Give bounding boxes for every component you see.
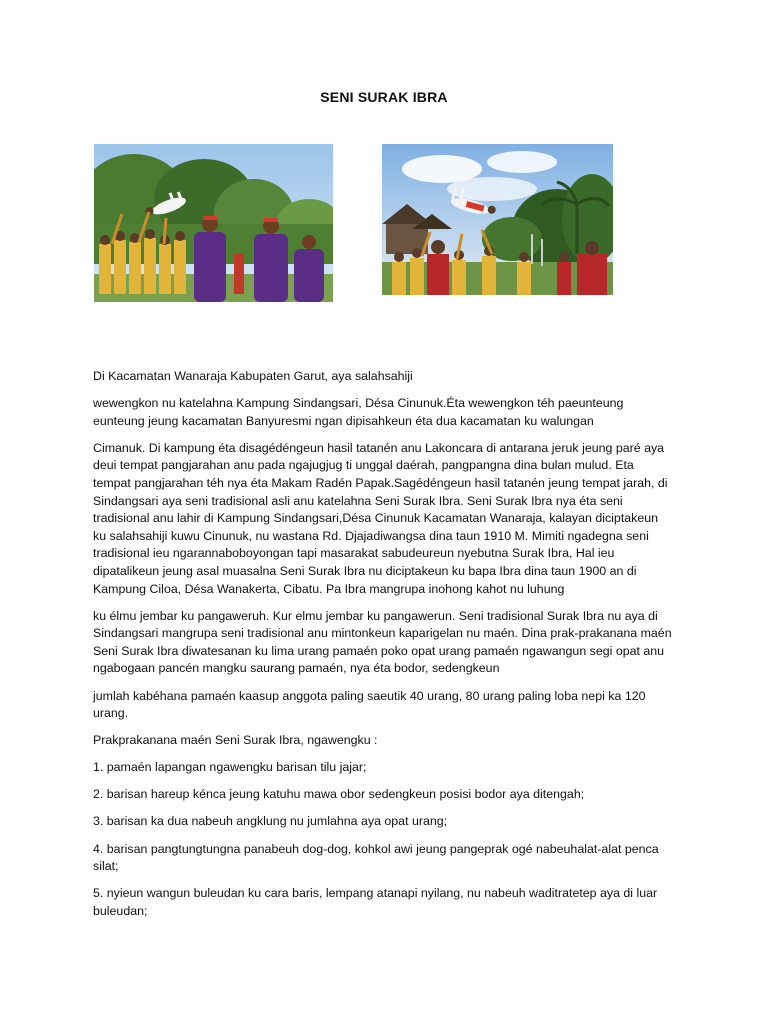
page-title: SENI SURAK IBRA [320,89,448,105]
paragraph: jumlah kabéhana pamaén kaasup anggota paling saeutik 40 urang, 80 urang paling loba nepi ka 120 urang. [93,688,646,721]
list-item: 2. barisan hareup kénca jeung katuhu mawa obor sedengkeun posisi bodor aya ditengah; [93,787,585,802]
paragraph: Prakprakanana maén Seni Surak Ibra, ngawengku : [93,733,378,748]
list-item: 5. nyieun wangun buleudan ku cara baris, lempang atanapi nyilang, nu nabeuh waditratetep aya di luar buleudan; [93,886,658,918]
paragraph: wewengkon nu katelahna Kampung Sindangsari, Désa Cinunuk.Éta wewengkon téh paeunteung eunteung jeung kacamatan Banyuresmi ngan dipisahkeun éta dua kacamatan ku walungan [93,396,624,428]
paragraph: Cimanuk. Di kampung éta disagédéngeun hasil tatanén anu Lakoncara di antarana jeruk jeung paré aya deui tempat pangjarahan anu pada ngajugjug ti unggal daérah, pangpangna dina bulan mulud. Eta tempat pangjarahan téh nya éta Makam Radén Papak.Sagédéngeun hasil tatanén jeung tempat jarah, di Sindangsari aya seni tradisional asli anu katelahna Seni Surak Ibra. Seni Surak Ibra nya éta seni tradisional anu lahir di Kampung Sindangsari,Désa Cinunuk Kacamatan Wanaraja, kalayan diciptakeun ku salahsahiji kuwu Cinunuk, nu wastana Rd. Djajadiwangsa dina taun 1910 M. Mimiti ngadegna seni tradisional ieu ngarannaboboyongan tapi masarakat sabudeureun nyebutna Surak Ibra, Hal ieu dipatalikeun jeung asal muasalna Seni Surak Ibra nu diciptakeun ku bapa Ibra dina taun 1900 an di Kampung Ciloa, Désa Wanakerta, Cibatu. Pa Ibra mangrupa inohong kahot nu luhung [93,440,668,596]
list-item: 1. pamaén lapangan ngawengku barisan tilu jajar; [93,760,367,775]
list-item: 3. barisan ka dua nabeuh angklung nu jumlahna aya opat urang; [93,814,448,829]
paragraph: ku élmu jembar ku pangaweruh. Kur elmu jembar ku pangawerun. Seni tradisional Surak Ibra nu aya di Sindangsari mangrupa seni tradisional anu mintonkeun kaparigelan nu maén. Dina prak-prakanana maén Seni Surak Ibra diwatesanan ku lima urang pamaén poko opat urang pamaén ngawangun segi opat anu ngabogaan pancén mangku saurang pamaén, nya éta bodor, sedengkeun [93,608,672,676]
list-item: 4. barisan pangtungtungna panabeuh dog-dog, kohkol awi jeung pangeprak ogé nabeuhalat-alat penca silat; [93,841,659,874]
performance-photo-right [382,144,613,295]
performance-photo-left [94,144,333,302]
article-body [93,368,673,930]
paragraph: Di Kacamatan Wanaraja Kabupaten Garut, aya salahsahiji [93,369,413,383]
